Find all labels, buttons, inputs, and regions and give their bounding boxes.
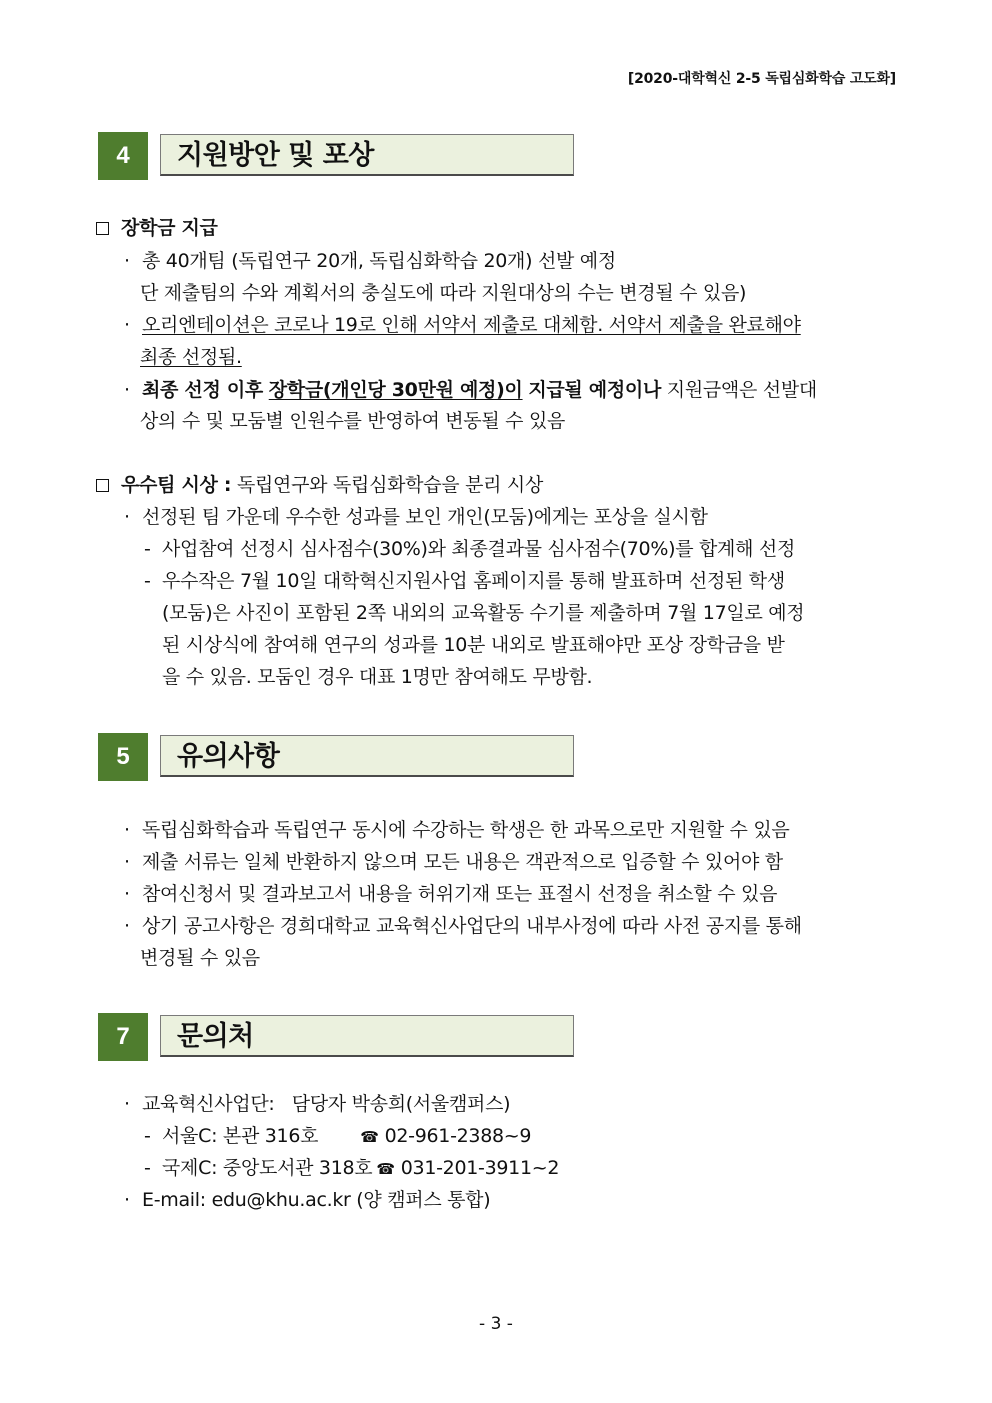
section-title: 지원방안 및 포상: [160, 134, 574, 176]
bullet-icon: ·: [124, 883, 130, 905]
list-item-continuation: 상의 수 및 모둠별 인원수를 반영하여 변동될 수 있음: [140, 410, 566, 432]
section-title: 문의처: [160, 1015, 574, 1057]
list-item: · 총 40개팀 (독립연구 20개, 독립심화학습 20개) 선발 예정: [124, 250, 616, 272]
bullet-icon: ·: [124, 379, 130, 401]
list-item-dash: - 우수작은 7월 10일 대학혁신지원사업 홈페이지를 통해 발표하며 선정된 학생: [144, 570, 785, 592]
list-item-continuation: 을 수 있음. 모둠인 경우 대표 1명만 참여해도 무방함.: [162, 666, 593, 688]
list-item: · 교육혁신사업단: 담당자 박송희(서울캠퍼스): [124, 1093, 511, 1115]
list-item-continuation: 최종 선정됨.: [140, 346, 242, 368]
dash-icon: -: [144, 1157, 151, 1179]
bullet-icon: ·: [124, 1189, 130, 1211]
section-number: 7: [98, 1013, 148, 1061]
page-header: [2020-대학혁신 2-5 독립심화학습 고도화]: [627, 71, 896, 87]
bullet-icon: ·: [124, 819, 130, 841]
checkbox-icon: [96, 479, 109, 492]
list-item-continuation: 단 제출팀의 수와 계획서의 충실도에 따라 지원대상의 수는 변경될 수 있음): [140, 282, 747, 304]
phone-icon: ☎: [376, 1160, 395, 1178]
scholarship-heading: 장학금 지급: [96, 216, 218, 240]
contact-global: - 국제C: 중앙도서관 318호 ☎ 031-201-3911~2: [144, 1157, 560, 1179]
award-heading: 우수팀 시상 : 독립연구와 독립심화학습을 분리 시상: [96, 473, 543, 497]
page-number: - 3 -: [479, 1314, 513, 1334]
list-item-continuation: 변경될 수 있음: [140, 947, 260, 969]
list-item-dash: - 사업참여 선정시 심사점수(30%)와 최종결과물 심사점수(70%)를 합계해 선정: [144, 538, 796, 560]
list-item: · 오리엔테이션은 코로나 19로 인해 서약서 제출로 대체함. 서약서 제출을 완료해야: [124, 314, 801, 336]
section-number: 4: [98, 132, 148, 180]
phone-icon: ☎: [360, 1128, 379, 1146]
dash-icon: -: [144, 538, 151, 560]
bullet-icon: ·: [124, 851, 130, 873]
dash-icon: -: [144, 1125, 151, 1147]
section-7-header: [98, 1013, 578, 1061]
list-item: · 선정된 팀 가운데 우수한 성과를 보인 개인(모둠)에게는 포상을 실시함: [124, 506, 708, 528]
dash-icon: -: [144, 570, 151, 592]
list-item: · 참여신청서 및 결과보고서 내용을 허위기재 또는 표절시 선정을 취소할 수 있음: [124, 883, 778, 905]
list-item: · 제출 서류는 일체 반환하지 않으며 모든 내용은 객관적으로 입증할 수 있어야 함: [124, 851, 783, 873]
contact-email: · E-mail: edu@khu.ac.kr (양 캠퍼스 통합): [124, 1189, 491, 1211]
list-item-continuation: 된 시상식에 참여해 연구의 성과를 10분 내외로 발표해야만 포상 장학금을 받: [162, 634, 785, 656]
list-item-continuation: (모둠)은 사진이 포함된 2쪽 내외의 교육활동 수기를 제출하며 7월 17일로 예정: [162, 602, 805, 624]
section-5-header: [98, 733, 578, 781]
bullet-icon: ·: [124, 314, 130, 336]
bullet-icon: ·: [124, 1093, 130, 1115]
bullet-icon: ·: [124, 250, 130, 272]
section-4-header: [98, 132, 578, 180]
bullet-icon: ·: [124, 915, 130, 937]
bullet-icon: ·: [124, 506, 130, 528]
section-title: 유의사항: [160, 735, 574, 777]
list-item: · 독립심화학습과 독립연구 동시에 수강하는 학생은 한 과목으로만 지원할 수 있음: [124, 819, 790, 841]
list-item: · 상기 공고사항은 경희대학교 교육혁신사업단의 내부사정에 따라 사전 공지를 통해: [124, 915, 802, 937]
section-number: 5: [98, 733, 148, 781]
contact-seoul: - 서울C: 본관 316호 ☎ 02-961-2388~9: [144, 1125, 532, 1147]
checkbox-icon: [96, 222, 109, 235]
list-item: · 최종 선정 이후 장학금(개인당 30만원 예정)이 지급될 예정이나 지원금액은 선발대: [124, 379, 817, 401]
